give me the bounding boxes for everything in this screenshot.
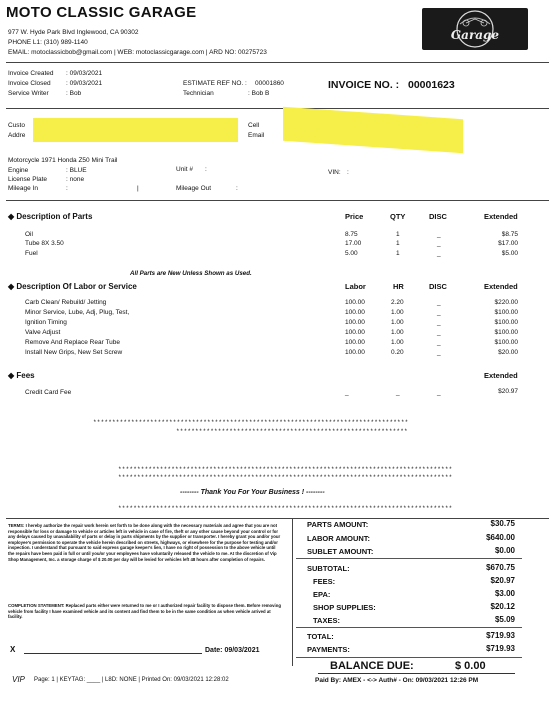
- terms-text: TERMS: I hereby authorize the repair work herein set forth to be done along with the necessary materials and agree that you are not responsible for loss or damage to vehicle or articles left in vehicle in case of fire, theft or any other cause beyond your control or for any delays caused by unavailability of parts or delay in parts shipments by the supplier or transporter. I hereby grant you and/or your employee's permission to operate the vehicle herein described on streets, highways, or elsewhere for the purpose for testing and/or inspection. I understand that pursuant to said express garage keeper's lien, I have no right of possession to the above vehicle until the repairs have been paid in full or until you/or your employees have voluntarily released the vehicle to me. At the discretion of Vip Shop Management, Inc. a storage charge of $ 20.00 per day will be levied for vehicles left 48 hours after completion of repairs.: [8, 523, 281, 562]
- parts-header-disc: DISC: [429, 212, 447, 221]
- plate-value: : none: [66, 176, 85, 183]
- labor-section-title: [8, 282, 137, 291]
- vin-value: :: [347, 169, 349, 176]
- fee-desc: Credit Card Fee: [25, 389, 72, 396]
- redaction-block-right: [283, 107, 463, 154]
- summary-label: TOTAL:: [307, 632, 334, 641]
- star-line: ****************************************************************************************: [118, 466, 453, 473]
- summary-separator: [296, 657, 522, 658]
- labor-hr: 1.00: [391, 309, 404, 316]
- summary-label: EPA:: [313, 590, 331, 599]
- summary-value: $3.00: [494, 589, 515, 598]
- paid-by: Paid By: AMEX - <-> Auth# - On: 09/03/2021 12:26 PM: [315, 677, 479, 684]
- part-extended: $17.00: [498, 240, 518, 247]
- invoice-created-label: Invoice Created: [8, 70, 54, 77]
- vin-label: VIN:: [328, 169, 341, 176]
- fee-col-c: _: [437, 389, 441, 396]
- technician-label: Technician: [183, 90, 214, 97]
- labor-hr: 0.20: [391, 349, 404, 356]
- mileage-out-value: :: [236, 185, 238, 192]
- part-disc: _: [437, 250, 441, 257]
- summary-separator: [296, 558, 522, 559]
- labor-disc: _: [437, 319, 441, 326]
- invoice-number-label: INVOICE NO. :: [328, 79, 400, 91]
- fees-header-extended: Extended: [484, 371, 518, 380]
- technician-value: : Bob B: [248, 90, 270, 97]
- part-desc: Oil: [25, 231, 33, 238]
- signature-line: [24, 653, 202, 654]
- labor-header-disc: DISC: [429, 282, 447, 291]
- cell-label: Cell: [248, 122, 260, 129]
- labor-extended: $20.00: [498, 349, 518, 356]
- labor-desc: Remove And Replace Rear Tube: [25, 339, 121, 346]
- unit-label: Unit #: [176, 166, 193, 173]
- service-writer-value: : Bob: [66, 90, 82, 97]
- diamond-icon: ◆: [8, 212, 15, 221]
- parts-note: All Parts are New Unless Shown as Used.: [130, 270, 252, 277]
- labor-disc: _: [437, 349, 441, 356]
- labor-extended: $100.00: [494, 339, 518, 346]
- parts-title: Description of Parts: [16, 212, 93, 221]
- part-qty: 1: [396, 231, 400, 238]
- labor-disc: _: [437, 299, 441, 306]
- labor-header-extended: Extended: [484, 282, 518, 291]
- balance-due-value: $ 0.00: [455, 660, 486, 672]
- part-qty: 1: [396, 250, 400, 257]
- labor-rate: 100.00: [345, 349, 365, 356]
- customer-label: Custo: [8, 122, 25, 129]
- thank-you-message: -------- Thank You For Your Business ! --------: [180, 489, 325, 496]
- summary-label: FEES:: [313, 577, 336, 586]
- labor-hr: 1.00: [391, 329, 404, 336]
- labor-desc: Install New Grips, New Set Screw: [25, 349, 123, 356]
- summary-divider: [292, 518, 293, 666]
- summary-value: $719.93: [486, 644, 515, 653]
- part-disc: _: [437, 231, 441, 238]
- summary-value: $30.75: [490, 519, 515, 528]
- estimate-value: 00001860: [255, 80, 284, 87]
- footer-page-info: Page: 1 | KEYTAG: ____ | L8D: NONE | Printed On: 09/03/2021 12:28:02: [34, 677, 229, 683]
- summary-value: $640.00: [486, 533, 515, 542]
- labor-extended: $100.00: [494, 319, 518, 326]
- email-label: Email: [248, 132, 265, 139]
- engine-value: : BLUE: [66, 167, 87, 174]
- invoice-closed-label: Invoice Closed: [8, 80, 51, 87]
- fees-title: Fees: [16, 371, 35, 380]
- shop-email-web: EMAIL: motoclassicbob@gmail.com | WEB: motoclassicgarage.com | ARD NO: 00275723: [8, 49, 267, 56]
- labor-rate: 100.00: [345, 339, 365, 346]
- part-desc: Fuel: [25, 250, 38, 257]
- summary-label: PARTS AMOUNT:: [307, 520, 369, 529]
- fee-extended: $20.97: [498, 388, 518, 395]
- labor-desc: Carb Clean/ Rebuild/ Jetting: [25, 299, 107, 306]
- summary-label: SUBLET AMOUNT:: [307, 547, 374, 556]
- summary-label: SUBTOTAL:: [307, 564, 350, 573]
- part-extended: $8.75: [501, 231, 518, 238]
- invoice-number-value: 00001623: [408, 79, 455, 91]
- labor-rate: 100.00: [345, 299, 365, 306]
- parts-header-qty: QTY: [390, 212, 406, 221]
- summary-value: $0.00: [494, 546, 515, 555]
- summary-value: $20.12: [490, 602, 515, 611]
- estimate-label: ESTIMATE REF NO. :: [183, 80, 247, 87]
- mileage-separator: |: [137, 185, 139, 192]
- summary-value: $670.75: [486, 563, 515, 572]
- part-extended: $5.00: [501, 250, 518, 257]
- shop-name: MOTO CLASSIC GARAGE: [6, 4, 197, 21]
- star-line: ****************************************************************************************: [118, 474, 453, 481]
- balance-due-label: BALANCE DUE:: [330, 660, 414, 672]
- labor-header-hr: HR: [393, 282, 404, 291]
- completion-statement: COMPLETION STATEMENT: Replaced parts either were returned to me or I authorized repair facility to dispose them. Before removing vehicle from facility I have examined vehicle and its content and find them to be in the same condition as when vehicle arrived at facility.: [8, 603, 281, 620]
- diamond-icon: ◆: [8, 371, 15, 380]
- unit-value: :: [205, 166, 207, 173]
- labor-disc: _: [437, 329, 441, 336]
- summary-value: $5.09: [494, 615, 515, 624]
- labor-extended: $100.00: [494, 309, 518, 316]
- labor-rate: 100.00: [345, 309, 365, 316]
- signature-date: Date: 09/03/2021: [205, 647, 260, 654]
- summary-label: TAXES:: [313, 616, 340, 625]
- labor-hr: 1.00: [391, 319, 404, 326]
- mileage-in-value: :: [66, 185, 68, 192]
- diamond-icon: ◆: [8, 282, 15, 291]
- labor-rate: 100.00: [345, 329, 365, 336]
- summary-separator: [296, 627, 522, 628]
- part-price: 5.00: [345, 250, 358, 257]
- labor-disc: _: [437, 309, 441, 316]
- fees-section-title: [8, 371, 35, 380]
- labor-hr: 1.00: [391, 339, 404, 346]
- labor-desc: Valve Adjust: [25, 329, 61, 336]
- labor-desc: Minor Service, Lube, Adj, Plug, Test,: [25, 309, 130, 316]
- shop-phone: PHONE L1: (310) 989-1140: [8, 39, 88, 46]
- fee-col-b: _: [396, 389, 400, 396]
- summary-value: $719.93: [486, 631, 515, 640]
- part-disc: _: [437, 240, 441, 247]
- invoice-created-value: : 09/03/2021: [66, 70, 103, 77]
- shop-address: 977 W. Hyde Park Blvd Inglewood, CA 90302: [8, 29, 139, 36]
- mileage-in-label: Mileage In: [8, 185, 38, 192]
- plate-label: License Plate: [8, 176, 48, 183]
- labor-disc: _: [437, 339, 441, 346]
- labor-rate: 100.00: [345, 319, 365, 326]
- redaction-block-left: [33, 118, 238, 142]
- mileage-out-label: Mileage Out: [176, 185, 212, 192]
- parts-header-price: Price: [345, 212, 364, 221]
- labor-desc: Ignition Timing: [25, 319, 67, 326]
- invoice-closed-value: : 09/03/2021: [66, 80, 103, 87]
- parts-header-extended: Extended: [484, 212, 518, 221]
- star-line: ****************************************************************************************: [118, 505, 453, 512]
- part-desc: Tube 8X 3.50: [25, 240, 64, 247]
- part-price: 8.75: [345, 231, 358, 238]
- balance-underline: [318, 673, 515, 674]
- part-qty: 1: [396, 240, 400, 247]
- summary-label: SHOP SUPPLIES:: [313, 603, 376, 612]
- engine-label: Engine: [8, 167, 29, 174]
- labor-extended: $100.00: [494, 329, 518, 336]
- footer-vip: VIP: [12, 675, 25, 684]
- signature-x: X: [10, 645, 16, 654]
- summary-value: $20.97: [490, 576, 515, 585]
- labor-title: Description Of Labor or Service: [16, 282, 137, 291]
- address-label: Addre: [8, 132, 26, 139]
- labor-header-labor: Labor: [345, 282, 366, 291]
- part-price: 17.00: [345, 240, 362, 247]
- star-line: ***********************************************************************************: [93, 419, 409, 426]
- labor-hr: 2.20: [391, 299, 404, 306]
- parts-section-title: [8, 212, 92, 221]
- logo-text: Garage: [450, 28, 500, 42]
- service-writer-label: Service Writer: [8, 90, 49, 97]
- summary-label: LABOR AMOUNT:: [307, 534, 371, 543]
- labor-extended: $220.00: [494, 299, 518, 306]
- fee-col-a: _: [345, 389, 349, 396]
- shop-logo: [422, 8, 528, 50]
- summary-label: PAYMENTS:: [307, 645, 350, 654]
- star-line: *************************************************************: [176, 428, 408, 435]
- vehicle-line: Motorcycle 1971 Honda Z50 Mini Trail: [8, 157, 118, 164]
